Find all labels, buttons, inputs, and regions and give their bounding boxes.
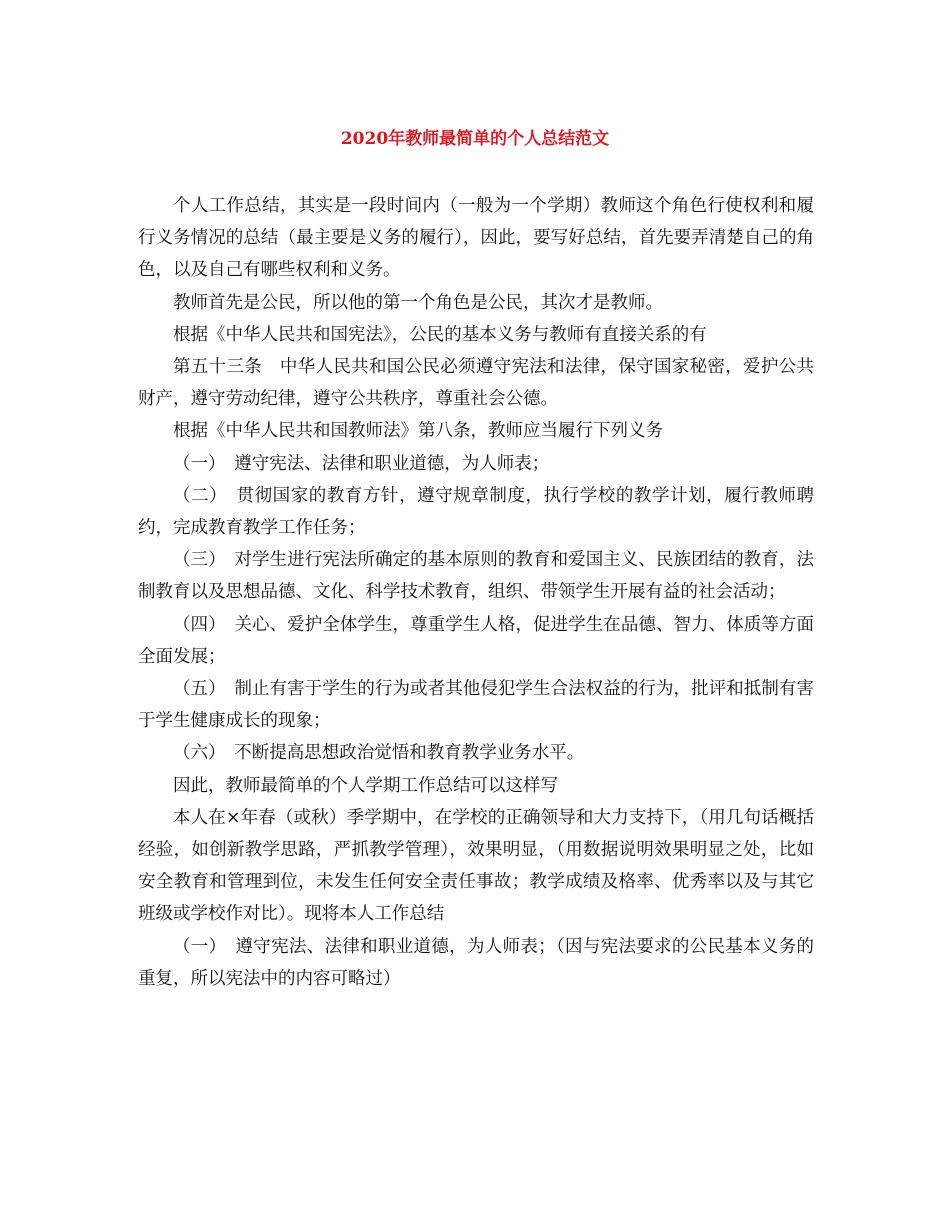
paragraph: （一） 遵守宪法、法律和职业道德，为人师表；（因与宪法要求的公民基本义务的重复，所以宪法中的内容可略过） xyxy=(138,936,814,989)
paragraph: （六） 不断提高思想政治觉悟和教育教学业务水平。 xyxy=(173,743,585,764)
paragraph: （一） 遵守宪法、法律和职业道德，为人师表； xyxy=(173,453,550,474)
paragraph: 根据《中华人民共和国宪法》，公民的基本义务与教师有直接关系的有 xyxy=(173,324,707,345)
paragraph: 根据《中华人民共和国教师法》第八条，教师应当履行下列义务 xyxy=(173,421,663,442)
paragraph: （三） 对学生进行宪法所确定的基本原则的教育和爱国主义、民族团结的教育，法制教育以及思想品德、文化、科学技术教育，组织、带领学生开展有益的社会活动； xyxy=(138,550,814,603)
paragraph: 个人工作总结，其实是一段时间内（一般为一个学期）教师这个角色行使权利和履行义务情况的总结（最主要是义务的履行），因此，要写好总结，首先要弄清楚自己的角色，以及自己有哪些权利和义务。 xyxy=(138,196,814,281)
paragraph: 本人在×年春（或秋）季学期中，在学校的正确领导和大力支持下，（用几句话概括经验，如创新教学思路，严抓教学管理），效果明显，（用数据说明效果明显之处，比如安全教育和管理到位，未发生任何安全责任事故；教学成绩及格率、优秀率以及与其它班级或学校作对比）。现将本人工作总结 xyxy=(138,807,814,925)
paragraph: （五） 制止有害于学生的行为或者其他侵犯学生合法权益的行为，批评和抵制有害于学生健康成长的现象； xyxy=(138,679,814,732)
paragraph: 教师首先是公民，所以他的第一个角色是公民，其次才是教师。 xyxy=(173,292,663,313)
paragraph: （二） 贯彻国家的教育方针，遵守规章制度，执行学校的教学计划，履行教师聘约，完成教育教学工作任务； xyxy=(138,485,814,539)
document-title: 2020年教师最简单的个人总结范文 xyxy=(340,129,610,149)
document-body xyxy=(138,190,814,995)
paragraph: 第五十三条 中华人民共和国公民必须遵守宪法和法律，保守国家秘密，爱护公共财产，遵守劳动纪律，遵守公共秩序，尊重社会公德。 xyxy=(138,357,814,410)
paragraph: 因此，教师最简单的个人学期工作总结可以这样写 xyxy=(173,775,558,796)
paragraph: （四） 关心、爱护全体学生，尊重学生人格，促进学生在品德、智力、体质等方面全面发展； xyxy=(138,614,814,667)
